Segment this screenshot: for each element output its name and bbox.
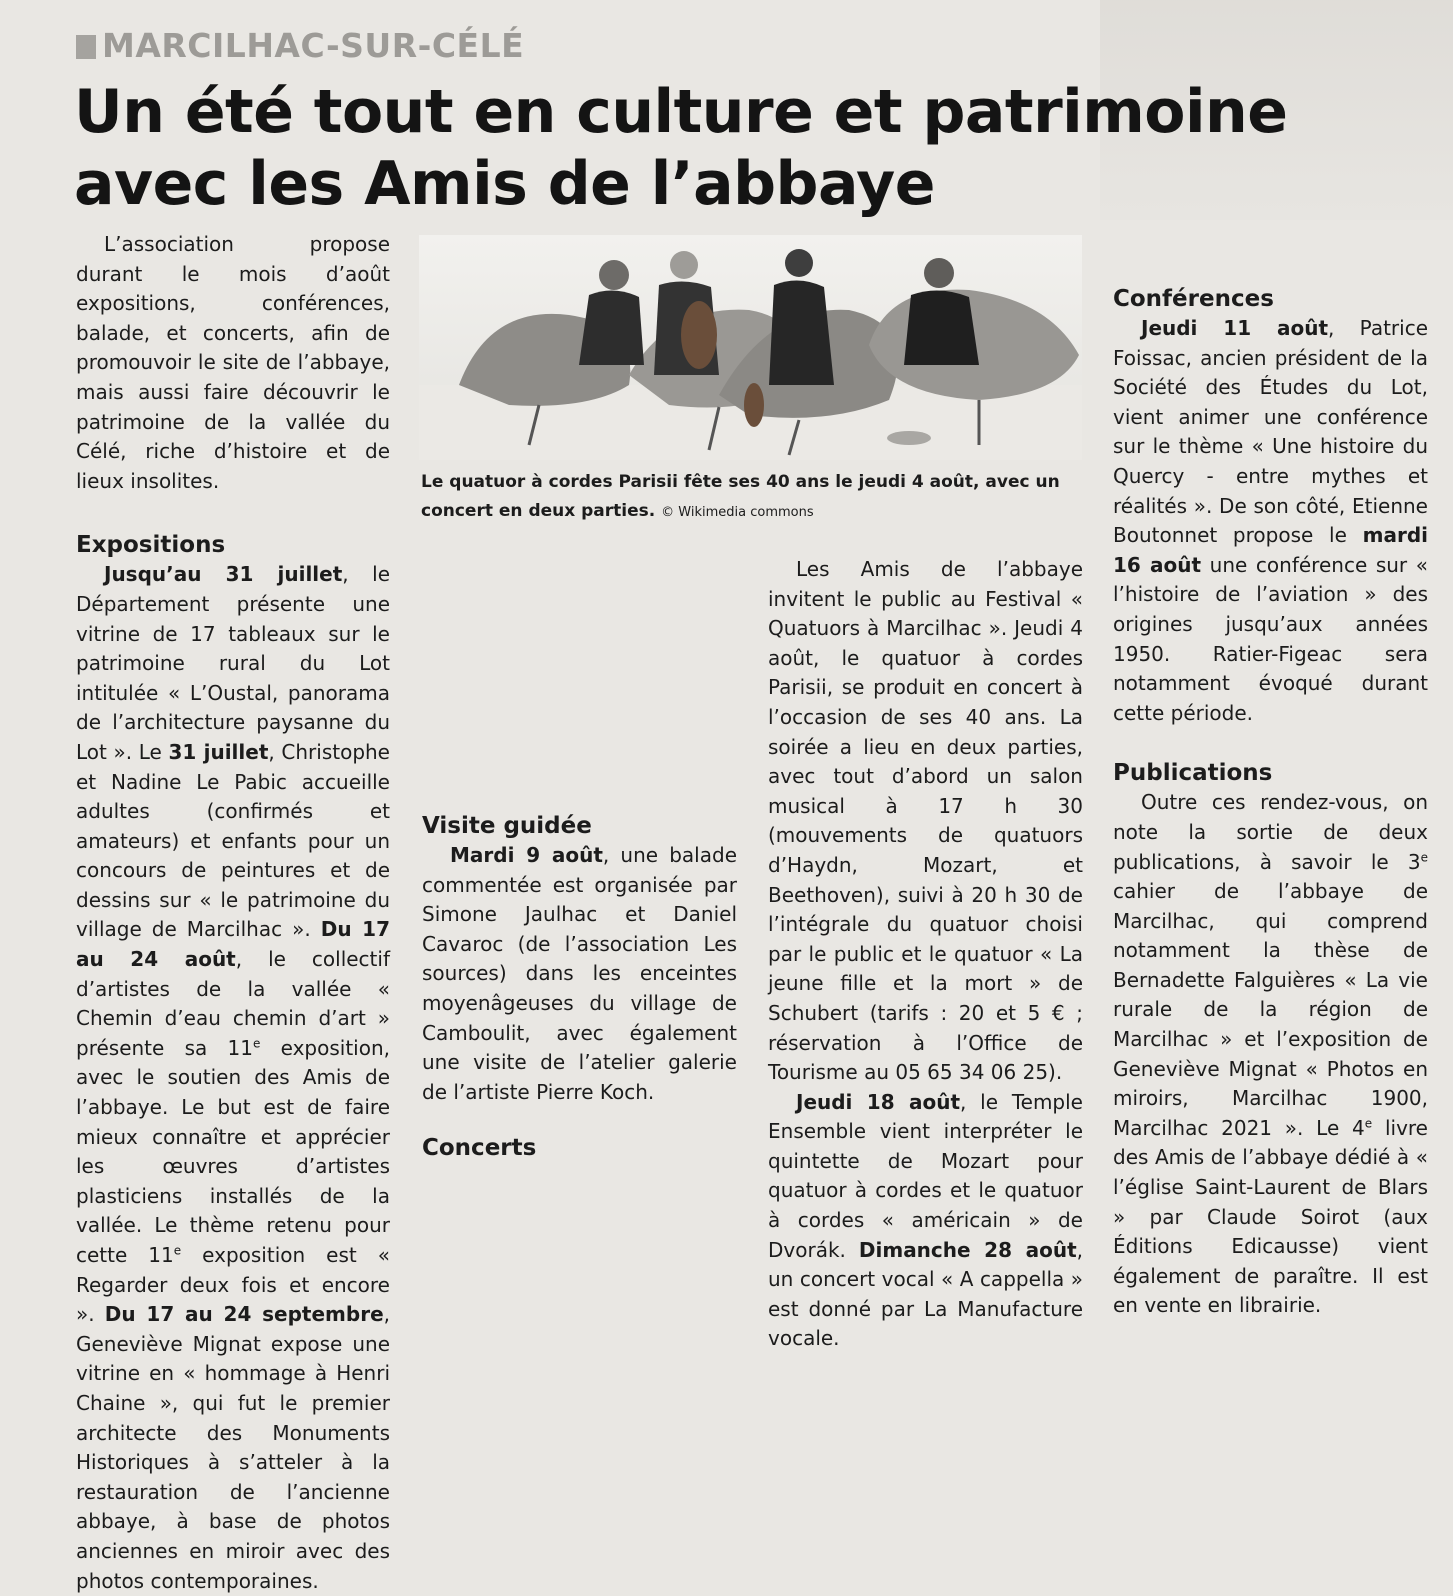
text: exposition est « Regarder deux fois et encore ».: [76, 1243, 390, 1327]
text: , Geneviève Mignat expose une vitrine en « hommage à Henri Chaine », qui fut le premier architecte des Monuments Historiques à s’atteler à la restauration de l’ancienne abbaye, à base de photos anciennes en miroir avec des photos contemporaines.: [76, 1302, 390, 1593]
heading-visite-guidee: Visite guidée: [422, 813, 592, 839]
rubric-text: MARCILHAC-SUR-CÉLÉ: [102, 26, 525, 65]
heading-concerts: Concerts: [422, 1135, 537, 1162]
concerts-block: [768, 555, 1083, 1354]
text: , Patrice Foissac, ancien président de la Société des Études du Lot, vient animer une conférence sur le thème « Une histoire du Quercy - entre mythes et réalités ». De son côté, Etienne Boutonnet propose le: [1113, 316, 1428, 548]
caption-text: Le quatuor à cordes Parisii fête ses 40 ans le jeudi 4 août, avec un concert en deux parties.: [421, 472, 1060, 521]
concerts-paragraph: [768, 555, 1083, 1088]
section-rubric: [76, 26, 524, 65]
text: , le Temple Ensemble vient interpréter le quintette de Mozart pour quatuor à cordes et le quatuor à cordes « américain » de Dvorák.: [768, 1089, 1083, 1262]
rubric-square-icon: [76, 35, 96, 59]
column-4: [1113, 228, 1428, 1321]
concerts-paragraph-2: [768, 1088, 1083, 1354]
text: , le Département présente une vitrine de 17 tableaux sur le patrimoine rural du Lot intitulée « L’Oustal, panorama de l’architecture paysanne du Lot ». Le: [76, 562, 391, 764]
date: 31 juillet: [168, 739, 269, 764]
photo-illustration: [419, 235, 1082, 460]
superscript: e: [1364, 1116, 1373, 1131]
date: Mardi 9 août: [450, 843, 603, 867]
intro-paragraph: L’association propose durant le mois d’août expositions, conférences, balade, et concerts, afin de promouvoir le site de l’abbaye, mais aussi faire découvrir le patrimoine de la vallée du Célé, riche d’histoire et de lieux insolites.: [76, 232, 390, 493]
superscript: e: [1420, 849, 1428, 864]
spacer: [422, 555, 737, 777]
heading-expositions: Expositions: [76, 532, 226, 559]
text: , Christophe et Nadine Le Pabic accueille adultes (confirmés et amateurs) et enfants pour un concours de peintures et de dessins sur « le patrimoine du village de Marcilhac ».: [76, 739, 390, 942]
conferences-paragraph: [1113, 314, 1428, 728]
text: , le collectif d’artistes de la vallée « Chemin d’eau chemin d’art » présente sa 11: [76, 947, 390, 1060]
headline: Un été tout en culture et patrimoine avec les Amis de l’abbaye: [74, 77, 1288, 219]
column-2: [422, 555, 737, 1163]
date: Dimanche 28 août: [858, 1237, 1077, 1262]
text: Les Amis de l’abbaye invitent le public au Festival « Quatuors à Marcilhac ». Jeudi 4 août, le quatuor à cordes Parisii, se produit en concert à l’occasion de ses 40 ans. La soirée a lieu en deux parties, avec tout d’abord un salon musical à 17 h 30 (mouvements de quatuors d’Haydn, Mozart, et Beethoven), suivi à 20 h 30 de l’intégrale du quatuor choisi par le public et le quatuor « La jeune fille et la mort » de Schubert (tarifs : 20 et 5 € ; réservation à l’Office de Tourisme au 05 65 34 06 25).: [768, 557, 1083, 1085]
date: Du 17 au 24 septembre: [104, 1302, 384, 1327]
date: Jeudi 11 août: [1141, 316, 1329, 340]
expositions-paragraph: [76, 560, 390, 1596]
date: mardi 16 août: [1113, 523, 1428, 577]
text: Outre ces rendez-vous, on note la sortie de deux publications, à savoir le 3: [1113, 790, 1428, 874]
date: Du 17 au 24 août: [76, 917, 391, 972]
superscript: e: [252, 1036, 261, 1051]
quartet-photo: [419, 235, 1082, 460]
text: , un concert vocal « A cappella » est donné par La Manufacture vocale.: [768, 1237, 1084, 1351]
photo-caption: [421, 468, 1081, 527]
heading-publications: Publications: [1113, 760, 1273, 787]
date: Jusqu’au 31 juillet: [104, 562, 343, 587]
text: exposition, avec le soutien des Amis de l’abbaye. Le but est de faire mieux connaître et apprécier les œuvres d’artistes plasticiens installés de la vallée. Le thème retenu pour cette 11: [76, 1035, 390, 1267]
visite-paragraph: [422, 841, 737, 1107]
text: une conférence sur « l’histoire de l’aviation » des origines jusqu’aux années 1950. Ratier-Figeac sera notamment évoqué durant cette période.: [1113, 552, 1428, 725]
photo-credit: © Wikimedia commons: [661, 505, 814, 520]
publications-paragraph: [1113, 788, 1428, 1321]
text: cahier de l’abbaye de Marcilhac, qui comprend notamment la thèse de Bernadette Falguières « La vie rurale de la région de Marcilhac » et l’exposition de Geneviève Mignat « Photos en miroirs, Marcilhac 1900, Marcilhac 2021 ». Le 4: [1113, 879, 1428, 1140]
superscript: e: [173, 1243, 182, 1258]
date: Jeudi 18 août: [796, 1089, 961, 1114]
text: , une balade commentée est organisée par Simone Jaulhac et Daniel Cavaroc (de l’association Les sources) dans les enceintes moyenâgeuses du village de Camboulit, avec également une visite de l’atelier galerie de l’artiste Pierre Koch.: [422, 843, 737, 1104]
text: livre des Amis de l’abbaye dédié à « l’église Saint-Laurent de Blars » par Claude Soirot (aux Éditions Edicausse) vient également de paraître. Il est en vente en librairie.: [1113, 1115, 1428, 1318]
heading-conferences: Conférences: [1113, 286, 1274, 312]
column-1: [76, 230, 390, 1596]
